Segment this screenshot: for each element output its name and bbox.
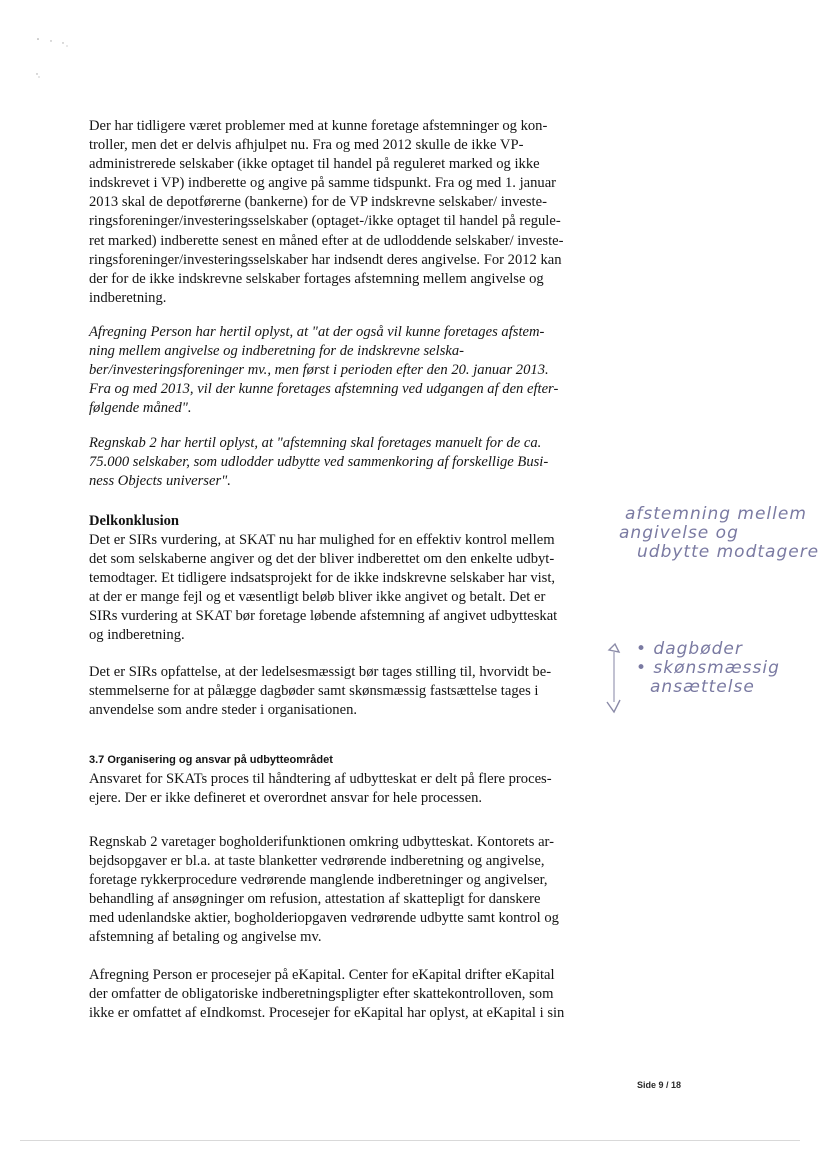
- scan-specks: [30, 35, 90, 85]
- paragraph-4: Det er SIRs vurdering, at SKAT nu har mulighed for en effektiv kontrol mellem det som selskaberne angiver og det der bliver indberettet om den enkelte udbyt- temodtager. Et tidligere indsatsprojekt for de ikke indskrevne selskaber har vist, at der er mange fejl og et væsentligt beløb bliver ikke angivet og betalt. Det er SIRs vurdering at SKAT bør foretage løbende afstemning af angivet udbytteskat og indberetning.: [89, 532, 558, 644]
- handwritten-note-1: afstemning mellem angivelse og udbytte modtagere: [619, 504, 820, 562]
- paragraph-5: Det er SIRs opfattelse, at der ledelsesmæssigt bør tages stilling til, hvorvidt be- stemmelserne for at pålægge dagbøder samt skønsmæssig fastsættelse tages i anvendelse som andre steder i organisationen.: [89, 664, 552, 719]
- page-number: Side 9 / 18: [637, 1080, 682, 1090]
- paragraph-6: Ansvaret for SKATs proces til håndtering af udbytteskat er delt på flere proces- ejere. Der er ikke defineret et overordnet ansvar for hele processen.: [89, 771, 552, 807]
- paragraph-8: Afregning Person er procesejer på eKapital. Center for eKapital drifter eKapital der omfatter de obligatoriske indberetningspligter efter skattekontrolloven, som ikke er omfattet af eIndkomst. Procesejer for eKapital har oplyst, at eKapital i sin: [89, 967, 565, 1022]
- paragraph-3-quote: Regnskab 2 har hertil oplyst, at "afstemning skal foretages manuelt for de ca. 75.000 selskaber, som udlodder udbytte ved sammenkoring af forskellige Busi- ness Objects universer".: [89, 435, 549, 490]
- scan-edge-line: [20, 1140, 800, 1141]
- handwritten-note-2: • dagbøder • skønsmæssig ansættelse: [636, 639, 780, 697]
- paragraph-1: Der har tidligere været problemer med at kunne foretage afstemninger og kon- troller, men det er delvis afhjulpet nu. Fra og med 2012 skulle de ikke VP- administrerede selskaber (ikke optaget til handel på reguleret marked og ikke indskrevet i VP) indberette og angive på samme tidspunkt. Fra og med 1. januar 2013 skal de depotførerne (bankerne) for de VP indskrevne selskaber/ investe- ringsforeninger/investeringsselskaber (optaget-/ikke optaget til handel på regule- ret marked) indberette senest en måned efter at de udloddende selskaber/ investe- ringsforeninger/investeringsselskaber har indsendt deres angivelse. For 2012 kan der for de ikke indskrevne selskaber fortages afstemning mellem angivelse og indberetning.: [89, 118, 564, 306]
- section-heading: 3.7 Organisering og ansvar på udbytteområdet: [89, 754, 333, 766]
- margin-bracket-mark: [603, 642, 631, 714]
- paragraph-2-quote: Afregning Person har hertil oplyst, at "at der også vil kunne foretages afstem- ning mellem angivelse og indberetning for de indskrevne selska- ber/investeringsforeninger mv., men først i perioden efter den 20. januar 2013. Fra og med 2013, vil der kunne foretages afstemning ved udgangen af den efter- følgende måned".: [89, 324, 559, 417]
- paragraph-7: Regnskab 2 varetager bogholderifunktionen omkring udbytteskat. Kontorets ar- bejdsopgaver er bl.a. at taste blanketter vedrørende indberetning og angivelse, foretage rykkerprocedure vedrørende manglende indberetninger og angivelser, behandling af ansøgninger om refusion, attestation af skattepligt for danskere med udenlandske aktier, bogholderiopgaven vedrørende udbytte samt kontrol og afstemning af betaling og angivelse mv.: [89, 834, 559, 946]
- delkonklusion-heading: Delkonklusion: [89, 513, 180, 529]
